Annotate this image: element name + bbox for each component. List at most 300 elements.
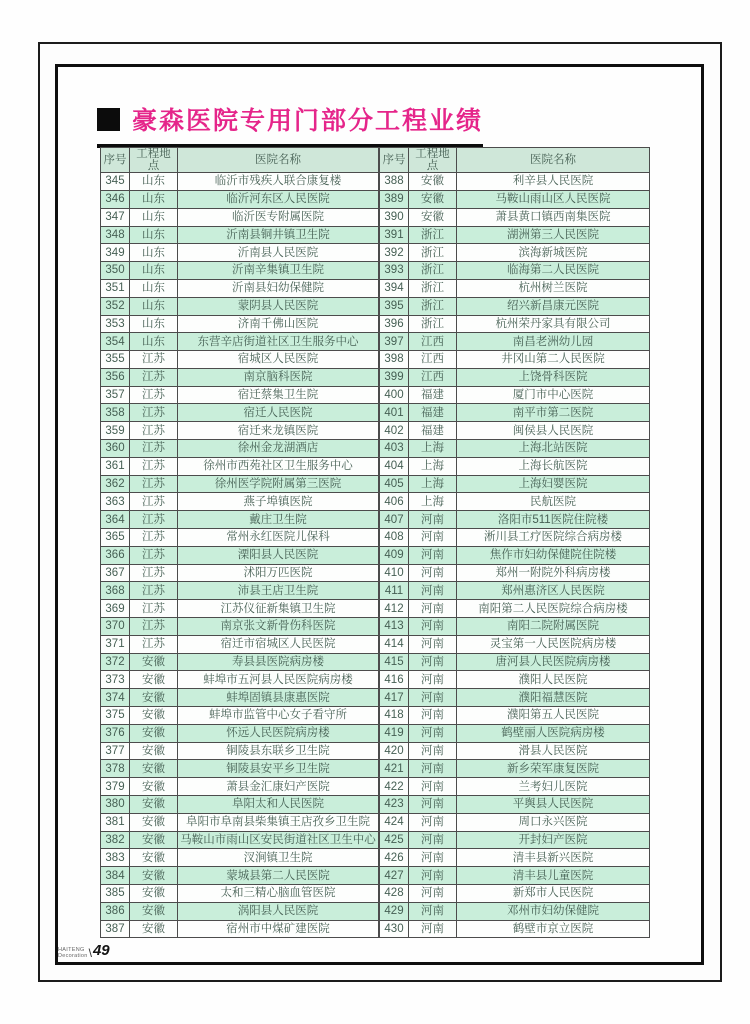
cell-hospital: 南阳第二人民医院综合病房楼 [457,600,650,618]
table-body-right [380,173,650,938]
table-row [380,564,650,582]
cell-location: 江苏 [130,386,178,404]
cell-location: 江苏 [130,404,178,422]
table-row [380,262,650,280]
cell-index: 425 [380,831,409,849]
cell-location: 河南 [409,724,457,742]
cell-hospital: 鹤壁丽人医院病房楼 [457,724,650,742]
table-row [101,386,379,404]
cell-index: 411 [380,582,409,600]
cell-location: 江西 [409,368,457,386]
cell-index: 407 [380,511,409,529]
cell-location: 山东 [130,297,178,315]
cell-hospital: 徐州市西苑社区卫生服务中心 [178,457,379,475]
cell-location: 江苏 [130,564,178,582]
cell-hospital: 焦作市妇幼保健院住院楼 [457,546,650,564]
cell-hospital: 沂南县人民医院 [178,244,379,262]
cell-index: 371 [101,635,130,653]
header-location: 工程地点 [130,148,178,173]
table-row [380,778,650,796]
cell-hospital: 宿迁人民医院 [178,404,379,422]
cell-location: 上海 [409,457,457,475]
cell-hospital: 铜陵县东联乡卫生院 [178,742,379,760]
header-hospital: 医院名称 [178,148,379,173]
table-row [101,208,379,226]
cell-hospital: 萧县金汇康妇产医院 [178,778,379,796]
cell-location: 安徽 [409,173,457,191]
table-row [380,440,650,458]
cell-location: 河南 [409,653,457,671]
table-row [101,671,379,689]
cell-location: 浙江 [409,279,457,297]
cell-index: 414 [380,635,409,653]
cell-index: 390 [380,208,409,226]
cell-index: 383 [101,849,130,867]
cell-location: 河南 [409,635,457,653]
table-row [101,173,379,191]
cell-index: 396 [380,315,409,333]
cell-hospital: 江苏仪征新集镇卫生院 [178,600,379,618]
cell-location: 安徽 [130,885,178,903]
table-row [380,885,650,903]
cell-hospital: 蚌埠市五河县人民医院病房楼 [178,671,379,689]
cell-hospital: 沂南县铜井镇卫生院 [178,226,379,244]
cell-index: 372 [101,653,130,671]
cell-index: 373 [101,671,130,689]
cell-index: 417 [380,689,409,707]
cell-hospital: 民航医院 [457,493,650,511]
cell-index: 374 [101,689,130,707]
cell-index: 366 [101,546,130,564]
cell-hospital: 唐河县人民医院病房楼 [457,653,650,671]
cell-location: 河南 [409,849,457,867]
cell-index: 422 [380,778,409,796]
table-row [101,279,379,297]
table-row [380,618,650,636]
cell-index: 347 [101,208,130,226]
cell-hospital: 沛县王店卫生院 [178,582,379,600]
cell-location: 河南 [409,742,457,760]
cell-hospital: 绍兴新昌康元医院 [457,297,650,315]
table-row [380,671,650,689]
table-row [101,564,379,582]
table-row [380,867,650,885]
cell-index: 384 [101,867,130,885]
table-row [101,404,379,422]
table-row [380,190,650,208]
cell-hospital: 马鞍山雨山区人民医院 [457,190,650,208]
cell-location: 河南 [409,511,457,529]
table-row [101,635,379,653]
cell-hospital: 蚌埠市监管中心女子看守所 [178,707,379,725]
cell-location: 安徽 [130,849,178,867]
cell-location: 安徽 [130,813,178,831]
cell-hospital: 涡阳县人民医院 [178,902,379,920]
cell-location: 安徽 [130,831,178,849]
cell-location: 江苏 [130,600,178,618]
cell-index: 377 [101,742,130,760]
cell-index: 352 [101,297,130,315]
cell-index: 379 [101,778,130,796]
cell-index: 420 [380,742,409,760]
table-row [101,546,379,564]
table-row [380,600,650,618]
table-row [101,920,379,938]
table-row [380,760,650,778]
cell-location: 江苏 [130,422,178,440]
cell-location: 上海 [409,493,457,511]
table-row [101,796,379,814]
cell-location: 山东 [130,190,178,208]
table-row [101,315,379,333]
cell-index: 415 [380,653,409,671]
cell-location: 山东 [130,279,178,297]
cell-location: 安徽 [409,208,457,226]
cell-hospital: 溧阳县人民医院 [178,546,379,564]
cell-index: 355 [101,351,130,369]
cell-location: 河南 [409,600,457,618]
header-location: 工程地点 [409,148,457,173]
cell-index: 368 [101,582,130,600]
publisher-mark [58,942,110,959]
cell-hospital: 临沂市残疾人联合康复楼 [178,173,379,191]
cell-hospital: 上海妇婴医院 [457,475,650,493]
cell-index: 391 [380,226,409,244]
table-row [380,813,650,831]
cell-hospital: 新乡荣军康复医院 [457,760,650,778]
table-row [380,689,650,707]
cell-location: 安徽 [409,190,457,208]
cell-hospital: 洛阳市511医院住院楼 [457,511,650,529]
cell-index: 398 [380,351,409,369]
cell-index: 413 [380,618,409,636]
publisher-line2: Decoration [58,952,88,959]
cell-location: 江苏 [130,368,178,386]
cell-location: 安徽 [130,796,178,814]
cell-index: 393 [380,262,409,280]
page-title-block [97,101,483,148]
cell-location: 江苏 [130,635,178,653]
table-row [101,600,379,618]
cell-index: 418 [380,707,409,725]
cell-hospital: 铜陵县安平乡卫生院 [178,760,379,778]
cell-hospital: 南平市第二医院 [457,404,650,422]
table-row [101,226,379,244]
cell-location: 浙江 [409,262,457,280]
cell-location: 浙江 [409,297,457,315]
table-row [101,689,379,707]
cell-index: 362 [101,475,130,493]
cell-index: 386 [101,902,130,920]
cell-index: 404 [380,457,409,475]
cell-hospital: 沂南县妇幼保健院 [178,279,379,297]
cell-location: 江苏 [130,511,178,529]
table-row [380,582,650,600]
table-row [380,457,650,475]
cell-index: 392 [380,244,409,262]
cell-hospital: 周口永兴医院 [457,813,650,831]
table-row [380,849,650,867]
cell-hospital: 南阳二院附属医院 [457,618,650,636]
cell-location: 河南 [409,618,457,636]
table-row [380,635,650,653]
table-row [101,475,379,493]
cell-index: 416 [380,671,409,689]
cell-location: 福建 [409,422,457,440]
cell-location: 福建 [409,404,457,422]
cell-index: 348 [101,226,130,244]
cell-index: 388 [380,173,409,191]
cell-location: 安徽 [130,778,178,796]
cell-location: 山东 [130,208,178,226]
cell-hospital: 萧县黄口镇西南集医院 [457,208,650,226]
cell-index: 365 [101,529,130,547]
cell-index: 429 [380,902,409,920]
header-index: 序号 [101,148,130,173]
table-row [101,618,379,636]
cell-hospital: 淅川县工疗医院综合病房楼 [457,529,650,547]
table-row [380,920,650,938]
cell-location: 河南 [409,689,457,707]
cell-location: 安徽 [130,707,178,725]
table-row [101,849,379,867]
cell-location: 江苏 [130,440,178,458]
table-row [101,831,379,849]
cell-hospital: 蒙阴县人民医院 [178,297,379,315]
table-header-row [380,148,650,173]
cell-index: 376 [101,724,130,742]
cell-hospital: 常州永红医院儿保科 [178,529,379,547]
cell-hospital: 闽侯县人民医院 [457,422,650,440]
cell-index: 367 [101,564,130,582]
cell-index: 358 [101,404,130,422]
table-row [101,511,379,529]
cell-hospital: 厦门市中心医院 [457,386,650,404]
table-row [380,493,650,511]
cell-location: 河南 [409,529,457,547]
cell-location: 江苏 [130,351,178,369]
cell-index: 375 [101,707,130,725]
table-body-left [101,173,379,938]
cell-location: 河南 [409,885,457,903]
cell-hospital: 阜阳太和人民医院 [178,796,379,814]
table-row [101,885,379,903]
cell-index: 427 [380,867,409,885]
cell-location: 安徽 [130,867,178,885]
cell-location: 江苏 [130,493,178,511]
cell-hospital: 沂南辛集镇卫生院 [178,262,379,280]
cell-location: 山东 [130,226,178,244]
cell-index: 357 [101,386,130,404]
cell-hospital: 东营辛店街道社区卫生服务中心 [178,333,379,351]
cell-index: 346 [101,190,130,208]
cell-hospital: 蚌埠固镇县康惠医院 [178,689,379,707]
cell-location: 江苏 [130,618,178,636]
projects-table-right [379,147,650,938]
cell-index: 406 [380,493,409,511]
cell-location: 江苏 [130,457,178,475]
table-row [380,351,650,369]
table-row [380,422,650,440]
projects-table [100,147,650,938]
cell-hospital: 怀远人民医院病房楼 [178,724,379,742]
table-row [380,546,650,564]
table-row [380,742,650,760]
table-row [101,244,379,262]
cell-index: 359 [101,422,130,440]
cell-location: 江西 [409,351,457,369]
table-row [101,724,379,742]
cell-location: 河南 [409,796,457,814]
cell-hospital: 汊涧镇卫生院 [178,849,379,867]
cell-index: 395 [380,297,409,315]
cell-hospital: 兰考妇儿医院 [457,778,650,796]
cell-hospital: 郑州一附院外科病房楼 [457,564,650,582]
cell-index: 363 [101,493,130,511]
cell-location: 安徽 [130,742,178,760]
cell-hospital: 临沂医专附属医院 [178,208,379,226]
table-row [101,457,379,475]
cell-index: 399 [380,368,409,386]
cell-location: 江苏 [130,582,178,600]
cell-hospital: 开封妇产医院 [457,831,650,849]
cell-hospital: 沭阳万匹医院 [178,564,379,582]
page-title: 豪森医院专用门部分工程业绩 [132,107,484,135]
table-row [380,404,650,422]
cell-index: 394 [380,279,409,297]
cell-hospital: 湖洲第三人民医院 [457,226,650,244]
cell-location: 河南 [409,902,457,920]
table-row [380,226,650,244]
cell-location: 河南 [409,546,457,564]
cell-index: 370 [101,618,130,636]
cell-location: 江苏 [130,529,178,547]
table-header-row [101,148,379,173]
table-row [380,386,650,404]
header-hospital: 医院名称 [457,148,650,173]
cell-index: 385 [101,885,130,903]
page-number: 49 [92,942,110,959]
table-row [101,707,379,725]
cell-hospital: 济南千佛山医院 [178,315,379,333]
cell-index: 402 [380,422,409,440]
table-row [380,297,650,315]
cell-index: 360 [101,440,130,458]
cell-hospital: 利辛县人民医院 [457,173,650,191]
cell-index: 410 [380,564,409,582]
cell-location: 安徽 [130,902,178,920]
cell-index: 409 [380,546,409,564]
table-row [380,511,650,529]
table-row [101,440,379,458]
cell-index: 380 [101,796,130,814]
cell-location: 河南 [409,582,457,600]
cell-location: 河南 [409,564,457,582]
cell-index: 403 [380,440,409,458]
table-row [101,813,379,831]
cell-hospital: 戴庄卫生院 [178,511,379,529]
cell-location: 安徽 [130,760,178,778]
cell-index: 408 [380,529,409,547]
table-row [101,902,379,920]
table-row [101,190,379,208]
cell-index: 345 [101,173,130,191]
publisher-line1: HAITENG [58,946,85,953]
cell-location: 河南 [409,867,457,885]
table-row [380,653,650,671]
cell-hospital: 宿城区人民医院 [178,351,379,369]
cell-location: 上海 [409,440,457,458]
cell-index: 381 [101,813,130,831]
cell-index: 382 [101,831,130,849]
table-row [380,529,650,547]
cell-location: 浙江 [409,226,457,244]
cell-location: 山东 [130,315,178,333]
publisher-name [58,947,88,959]
cell-hospital: 临沂河东区人民医院 [178,190,379,208]
table-row [101,867,379,885]
table-row [380,244,650,262]
header-index: 序号 [380,148,409,173]
cell-location: 山东 [130,333,178,351]
cell-index: 405 [380,475,409,493]
cell-index: 423 [380,796,409,814]
cell-location: 河南 [409,778,457,796]
cell-hospital: 邓州市妇幼保健院 [457,902,650,920]
cell-hospital: 南昌老洲幼儿园 [457,333,650,351]
cell-hospital: 清丰县新兴医院 [457,849,650,867]
cell-index: 364 [101,511,130,529]
cell-hospital: 寿县县医院病房楼 [178,653,379,671]
table-row [101,262,379,280]
cell-location: 山东 [130,262,178,280]
table-row [101,582,379,600]
table-row [101,742,379,760]
cell-index: 419 [380,724,409,742]
table-row [101,529,379,547]
table-row [101,778,379,796]
cell-index: 349 [101,244,130,262]
cell-location: 江西 [409,333,457,351]
cell-location: 安徽 [130,689,178,707]
cell-location: 浙江 [409,315,457,333]
cell-hospital: 平舆县人民医院 [457,796,650,814]
cell-hospital: 杭州树兰医院 [457,279,650,297]
table-row [380,208,650,226]
cell-index: 401 [380,404,409,422]
cell-hospital: 南京脑科医院 [178,368,379,386]
cell-location: 安徽 [130,724,178,742]
cell-location: 上海 [409,475,457,493]
cell-location: 安徽 [130,671,178,689]
table-row [380,333,650,351]
table-row [380,831,650,849]
table-row [380,707,650,725]
cell-index: 424 [380,813,409,831]
table-row [101,333,379,351]
table-row [380,475,650,493]
cell-hospital: 上海长航医院 [457,457,650,475]
cell-index: 430 [380,920,409,938]
cell-hospital: 上饶骨科医院 [457,368,650,386]
cell-index: 412 [380,600,409,618]
table-row [101,760,379,778]
table-row [101,493,379,511]
publisher-slash-icon: \ [88,946,92,960]
cell-index: 428 [380,885,409,903]
cell-location: 安徽 [130,920,178,938]
table-row [380,315,650,333]
